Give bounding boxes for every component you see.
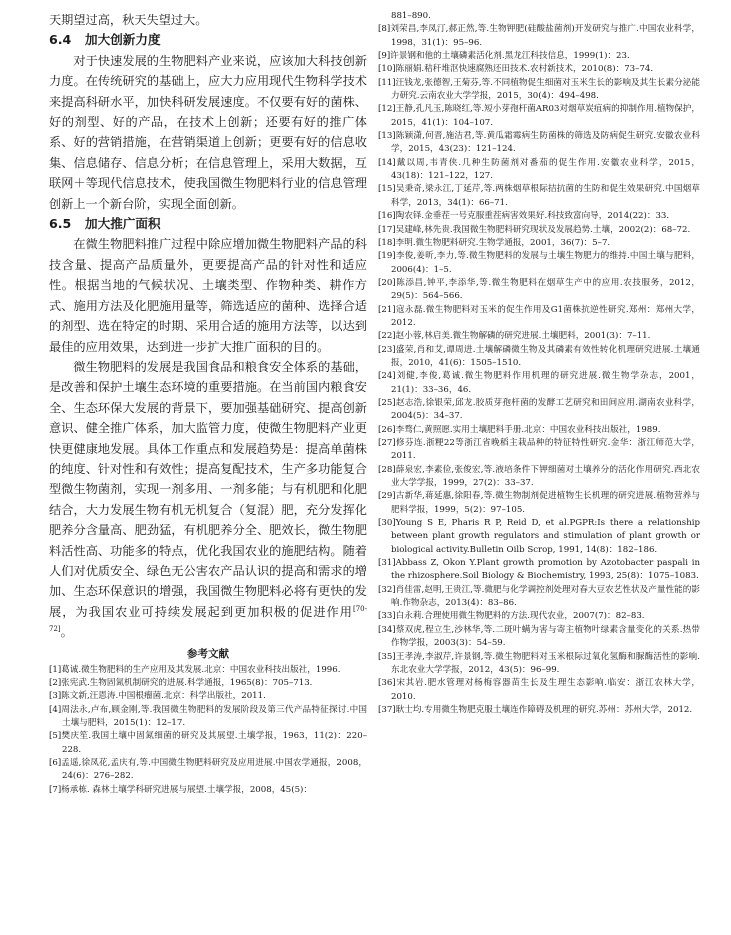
reference-item: [37]耿士均.专用微生物肥克服土壤连作障碍及机理的研究.苏州：苏州大学，2012. (378, 704, 693, 715)
reference-item: [30]Young S E, Pharis R P, Reid D, et al.PGPR:Is there a relationship between plant growth regulators and stimulation of plant growth or biological activity.Bulletin Oilb Scrop, 1991, 14(8)：182–186. (378, 518, 700, 555)
reference-item: [2]张宪武.生物固氮机制研究的进展.科学通报，1965(8)：705–713. (49, 677, 313, 688)
reference-item: [16]陶农铎.金垂茬一号克服重茬病害效果好.科技致富向导，2014(22)：33. (378, 211, 670, 222)
section-title: 加大推广面积 (85, 216, 161, 232)
reference-item: [34]蔡双虎,程立生,沙林华,等.二斑叶螨为害与寄主植物叶绿素含量变化的关系.热带作物学报，2003(3)：54–59. (378, 624, 700, 649)
reference-item: [23]盛荣,肖和艾,谭周进.土壤解磷微生物及其磷素有效性转化机理研究进展.土壤通报，2010，41(6)：1505–1510. (378, 344, 700, 368)
reference-item: [14]戴以周,韦青侠.几种生防菌剂对番茄的促生作用.安徽农业科学，2015，43(18)：121–122，127. (378, 157, 700, 182)
reference-item: [32]肖佳雷,赵明,王贵江,等.微肥与化学调控剂处理对春大豆农艺性状及产量性能的影响.作物杂志，2013(4)：83–86. (378, 584, 700, 609)
citation-marker: [70-72] (49, 604, 367, 634)
right-column (378, 10, 700, 717)
reference-item: [19]李俊,姜昕,李力,等.微生物肥料的发展与土壤生物肥力的维持.中国土壤与肥料，2006(4)：1–5. (378, 251, 700, 275)
reference-item: [3]陈文新,汪恩涛.中国根瘤菌.北京：科学出版社，2011. (49, 691, 266, 702)
references-list-left (49, 664, 367, 797)
intro-line: 天期望过高，秋天失望过大。 (49, 13, 208, 27)
reference-item: [36]宋其岩.肥水管理对杨梅容器苗生长及生理生态影响.临安：浙江农林大学，2010. (378, 678, 700, 702)
reference-item: [26]李骛仁,黄照愿.实用土壤肥料手册.北京：中国农业科技出版社，1989. (378, 424, 661, 435)
reference-item: [9]许景钢和他的土壤磷素活化剂.黑龙江科技信息，1999(1)：23. (378, 51, 630, 62)
references-title: 参考文献 (187, 647, 229, 660)
reference-item: [28]薛泉宏,李素俭,张俊宏,等.液培条件下钾细菌对土壤养分的活化作用研究.西北农业大学学报，1999，27(2)：33–37. (378, 464, 700, 489)
reference-item: [27]修芬连.浙粳22等浙江省晚稻主栽品种的特征特性研究.金华：浙江师范大学，2011. (378, 438, 700, 462)
reference-item: [22]赵小蓉,林启美.微生物解磷的研究进展.土壤肥料，2001(3)：7–11. (378, 331, 651, 342)
reference-item: [1]葛诚.微生物肥料的生产应用及其发展.北京：中国农业科技出版社，1996. (49, 664, 341, 675)
reference-item: [18]李明.微生物肥料研究.生物学通报，2001，36(7)：5–7. (378, 237, 611, 248)
reference-item: [13]陈颖潇,何晋,施洁君,等.黄瓜霜霉病生防菌株的筛选及防病促生研究.安徽农业科学，2015，43(23)：121–124. (378, 131, 700, 155)
reference-item: [7]杨承栋. 森林土壤学科研究进展与展望.土壤学报，2008，45(5)： (49, 784, 313, 795)
reference-item: [33]白永莉.合理使用微生物肥料的方法.现代农业，2007(7)：82–83. (378, 611, 645, 622)
reference-item: [21]寇永磊.微生物肥料对玉米的促生作用及G1菌株抗逆性研究.郑州：郑州大学，2012. (378, 304, 700, 328)
reference-item: [29]古新华,蒋延惠,徐阳春,等.微生物制剂促进植物生长机理的研究进展.植物营养与肥料学报，1999，5(2)：97–105. (378, 491, 700, 515)
paragraph-end: 。 (60, 625, 73, 640)
section-number: 6.4 (49, 32, 72, 48)
reference-item: [24]刘健,李俊,葛诚.微生物肥料作用机理的研究进展.微生物学杂志，2001，21(1)：33–36，46. (378, 371, 700, 395)
section-6-5-heading (49, 214, 367, 234)
reference-item: [8]刘荣昌,李凤汀,郝正然,等.生物钾肥(硅酸盐菌剂)开发研究与推广.中国农业科学，1998，31(1)：95–96. (378, 24, 700, 48)
references-list-right (378, 23, 700, 717)
reference-item: [15]吴秉奇,梁永江,丁延芹,等.两株烟草根际拮抗菌的生防和促生效果研究.中国烟草科学，2013，34(1)：66–71. (378, 184, 700, 208)
reference-item: [31]Abbass Z, Okon Y.Plant growth promotion by Azotobacter paspali in the rhizosphere.Soil Biology & Biochemistry, 1993, 25(8)：1075–1083. (378, 558, 700, 582)
reference-continuation: 881–890. (391, 11, 431, 21)
section-6-5-paragraph-1: 在微生物肥料推广过程中除应增加微生物肥料产品的科技含量、提高产品质量外，更要提高产品的针对性和适应性。根据当地的气候状况、土壤类型、作物种类、耕作方式、施用方法及化肥施用量等，筛选适应的菌种、选择合适的剂型、选在特定的时期、采用合适的施用方法等，以达到最佳的应用效果，达到进一步扩大推广面积的目的。 (49, 237, 367, 354)
reference-item: [6]孟遥,徐凤花,孟庆有,等.中国微生物肥料研究及应用进展.中国农学通报，2008，24(6)：276–282. (49, 758, 367, 782)
section-6-4-heading (49, 30, 367, 50)
reference-item: [20]陈添昌,钟平,李添华,等.微生物肥料在烟草生产中的应用.农技服务，2012，29(5)：564–566. (378, 277, 700, 302)
left-column (49, 10, 367, 797)
reference-item: [17]吴建峰,林先贵.我国微生物肥料研究现状及发展趋势.土壤，2002(2)：68–72. (378, 224, 691, 235)
section-title: 加大创新力度 (85, 32, 161, 48)
reference-item: [4]周法永,卢布,顾金刚,等.我国微生物肥料的发展阶段及第三代产品特征探讨.中国土壤与肥料，2015(1)：12–17. (49, 704, 367, 728)
section-6-5-paragraph-2 (49, 357, 367, 643)
reference-item: [10]陈丽娟.秸秆堆沤快速腐熟还田技术.农村新技术，2010(8)：73–74. (378, 64, 654, 75)
section-number: 6.5 (49, 216, 72, 232)
reference-item: [12]王静,孔凡玉,陈晓红,等.短小芽孢杆菌AR03对烟草炭疽病的抑制作用.植物保护，2015，41(1)：104–107. (378, 104, 700, 128)
reference-item: [5]樊庆笙.我国土壤中固氮细菌的研究及其展望.土壤学报，1963，11(2)：220–228. (49, 731, 367, 755)
reference-item: [25]赵志浩,徐银荣,邱龙.胶质芽孢杆菌的发酵工艺研究和田间应用.湖南农业科学，2004(5)：34–37. (378, 397, 700, 422)
reference-item: [11]汪钱龙,张德智,王菊芬,等.不同植物促生细菌对玉米生长的影响及其生长素分泌能力研究.云南农业大学学报，2015，30(4)：494–498. (378, 77, 700, 102)
paragraph-text: 微生物肥料的发展是我国食品和粮食安全体系的基础，是改善和保护土壤生态环境的重要措施。在当前国内粮食安全、生态环保大发展的背景下，要加强基础研究、提高创新意识、健全推广体系，加大监管力度，使微生物肥料产业更快更健康地发展。具体工作重点和发展趋势是：提高单菌株的纯度、针对性和有效性；提高复配技术，生产多功能复合型微生物菌剂，实现一剂多用、一剂多能；与有机肥和化肥结合，大力发展生物有机无机复合（复混）肥，充分发挥化肥养分含量高、肥劲猛，有机肥养分全、肥效长，微生物肥料活性高、功能多的特点，优化我国农业的施肥结构。随着人们对优质安全、绿色无公害农产品认识的提高和需求的增加、生态环保意识的增强，我国微生物肥料必将有更快的发展，为我国农业可持续发展起到更加积极的促进作用 (49, 359, 367, 619)
section-6-4-paragraph: 对于快速发展的生物肥料产业来说，应该加大科技创新力度。在传统研究的基础上，应大力应用现代生物科学技术来提高科研水平，加快科研发展速度。不仅要有好的菌株、好的剂型、好的产品，在技术上创新；还要有好的推广体系、好的营销措施，在营销渠道上创新；更要有好的信息收集、信息储存、信息分析；在信息管理上，采用大数据，互联网＋等现代信息技术，使我国微生物肥料行业的信息管理创新上一个新台阶，实现全面创新。 (49, 53, 367, 211)
reference-item: [35]王孝涛,李淑芹,许景钢,等.微生物肥料对玉米根际过氧化氢酶和脲酶活性的影响.东北农业大学学报，2012，43(5)：96–99. (378, 651, 700, 675)
